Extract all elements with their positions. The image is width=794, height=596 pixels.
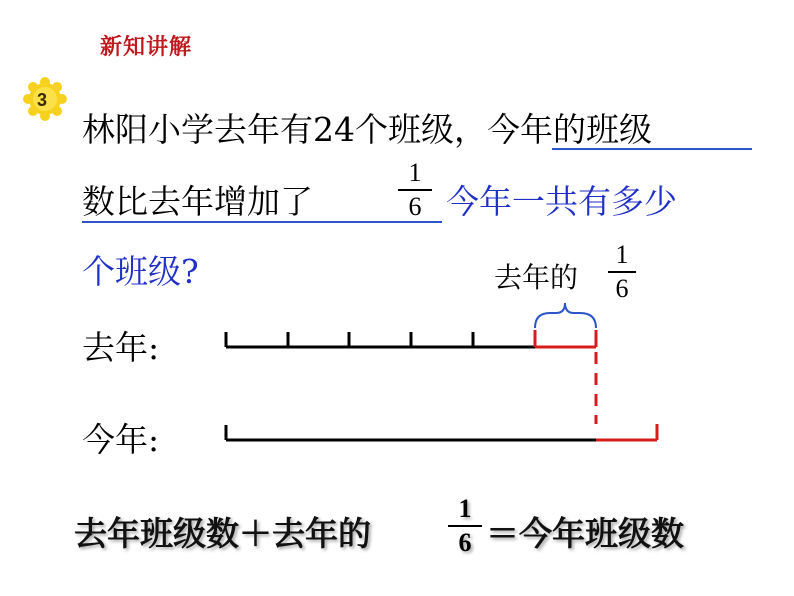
formula-fraction — [448, 496, 482, 556]
badge-number: 3 — [36, 90, 47, 110]
formula-part-a: 去年班级数＋去年的 — [74, 514, 371, 553]
brace-icon — [535, 303, 596, 328]
this-year-label: 今年: — [82, 420, 160, 459]
brace-label-text: 去年的 — [494, 261, 579, 294]
problem-line-3: 个班级? — [82, 252, 199, 291]
problem-fraction-denominator: 6 — [408, 192, 422, 221]
problem-line-1-highlight: 今年的班级 — [487, 110, 652, 149]
section-title: 新知讲解 — [100, 35, 193, 60]
brace-fraction-numerator: 1 — [615, 240, 629, 269]
formula-fraction-bar — [448, 525, 482, 527]
problem-fraction-numerator: 1 — [408, 158, 422, 187]
last-year-label: 去年: — [82, 328, 160, 367]
problem-line-2-start: 数比去年增加了 — [82, 182, 313, 221]
formula-part-b: ＝今年班级数 — [486, 514, 684, 553]
brace-fraction-denominator: 6 — [615, 274, 629, 303]
formula-fraction-denominator: 6 — [458, 528, 472, 557]
problem-line-2-question: 今年一共有多少 — [446, 182, 677, 221]
formula-fraction-numerator: 1 — [458, 494, 472, 523]
problem-line-1-start: 林阳小学去年有24个班级， — [82, 110, 487, 149]
